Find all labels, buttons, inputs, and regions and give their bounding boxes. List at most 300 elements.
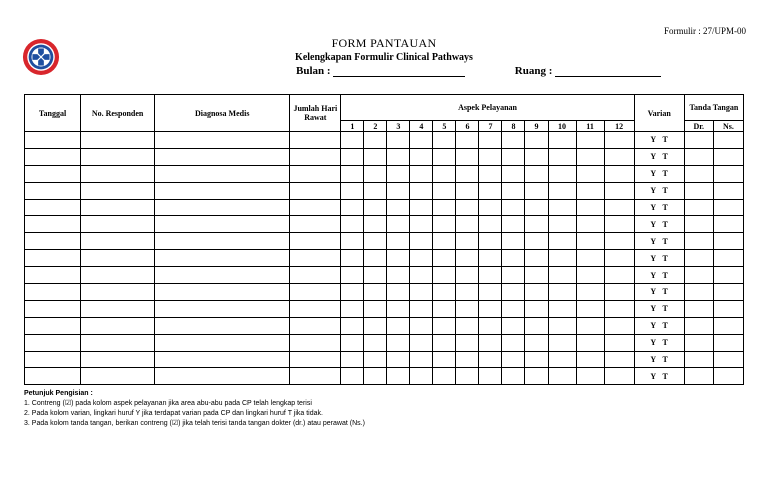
- table-cell[interactable]: [155, 351, 290, 368]
- varian-cell[interactable]: [634, 182, 684, 199]
- varian-cell[interactable]: [634, 300, 684, 317]
- table-cell[interactable]: [548, 334, 576, 351]
- varian-y[interactable]: Y: [650, 371, 657, 381]
- table-cell[interactable]: [713, 351, 743, 368]
- table-cell[interactable]: [525, 165, 548, 182]
- table-cell[interactable]: [548, 267, 576, 284]
- table-cell[interactable]: [548, 132, 576, 149]
- table-cell[interactable]: [456, 233, 479, 250]
- table-cell[interactable]: [25, 284, 81, 301]
- table-cell[interactable]: [387, 165, 410, 182]
- varian-t[interactable]: T: [662, 321, 668, 331]
- table-cell[interactable]: [479, 334, 502, 351]
- table-cell[interactable]: [525, 182, 548, 199]
- table-cell[interactable]: [479, 284, 502, 301]
- table-cell[interactable]: [548, 199, 576, 216]
- table-cell[interactable]: [410, 334, 433, 351]
- varian-y[interactable]: Y: [650, 219, 657, 229]
- table-cell[interactable]: [290, 334, 341, 351]
- table-cell[interactable]: [155, 284, 290, 301]
- table-cell[interactable]: [25, 351, 81, 368]
- table-cell[interactable]: [410, 351, 433, 368]
- varian-cell[interactable]: [634, 233, 684, 250]
- table-cell[interactable]: [290, 351, 341, 368]
- table-cell[interactable]: [410, 132, 433, 149]
- varian-y[interactable]: Y: [650, 203, 657, 212]
- table-cell[interactable]: [456, 351, 479, 368]
- table-cell[interactable]: [410, 368, 433, 385]
- varian-y[interactable]: Y: [650, 236, 657, 246]
- table-cell[interactable]: [604, 148, 634, 165]
- table-cell[interactable]: [290, 368, 341, 385]
- varian-cell[interactable]: [634, 351, 684, 368]
- table-cell[interactable]: [387, 233, 410, 250]
- table-cell[interactable]: [525, 216, 548, 233]
- table-cell[interactable]: [364, 300, 387, 317]
- table-cell[interactable]: [604, 165, 634, 182]
- table-cell[interactable]: [576, 368, 604, 385]
- varian-t[interactable]: T: [662, 371, 668, 381]
- varian-cell[interactable]: [634, 132, 684, 149]
- table-cell[interactable]: [456, 132, 479, 149]
- table-cell[interactable]: [456, 148, 479, 165]
- table-cell[interactable]: [155, 216, 290, 233]
- varian-t[interactable]: T: [662, 270, 668, 280]
- table-cell[interactable]: [479, 300, 502, 317]
- table-cell[interactable]: [684, 300, 713, 317]
- varian-t[interactable]: T: [662, 169, 668, 179]
- table-cell[interactable]: [713, 250, 743, 267]
- table-cell[interactable]: [387, 284, 410, 301]
- table-cell[interactable]: [81, 334, 155, 351]
- table-cell[interactable]: [25, 216, 81, 233]
- table-cell[interactable]: [387, 199, 410, 216]
- table-cell[interactable]: [502, 250, 525, 267]
- table-cell[interactable]: [290, 250, 341, 267]
- table-cell[interactable]: [290, 148, 341, 165]
- table-cell[interactable]: [548, 368, 576, 385]
- table-cell[interactable]: [576, 267, 604, 284]
- table-cell[interactable]: [576, 132, 604, 149]
- table-cell[interactable]: [604, 216, 634, 233]
- table-cell[interactable]: [604, 284, 634, 301]
- table-cell[interactable]: [387, 216, 410, 233]
- table-cell[interactable]: [341, 165, 364, 182]
- table-cell[interactable]: [684, 250, 713, 267]
- table-cell[interactable]: [604, 267, 634, 284]
- table-cell[interactable]: [713, 317, 743, 334]
- table-cell[interactable]: [576, 233, 604, 250]
- table-cell[interactable]: [684, 132, 713, 149]
- varian-cell[interactable]: [634, 368, 684, 385]
- table-cell[interactable]: [155, 148, 290, 165]
- varian-t[interactable]: T: [662, 219, 668, 229]
- table-cell[interactable]: [25, 250, 81, 267]
- table-cell[interactable]: [713, 300, 743, 317]
- table-cell[interactable]: [604, 300, 634, 317]
- table-cell[interactable]: [155, 233, 290, 250]
- table-cell[interactable]: [25, 132, 81, 149]
- table-cell[interactable]: [713, 199, 743, 216]
- table-cell[interactable]: [684, 199, 713, 216]
- table-cell[interactable]: [502, 300, 525, 317]
- varian-t[interactable]: T: [662, 338, 668, 348]
- table-cell[interactable]: [456, 334, 479, 351]
- table-cell[interactable]: [525, 250, 548, 267]
- table-cell[interactable]: [155, 317, 290, 334]
- table-cell[interactable]: [684, 233, 713, 250]
- table-cell[interactable]: [387, 351, 410, 368]
- table-cell[interactable]: [25, 317, 81, 334]
- varian-y[interactable]: Y: [650, 270, 657, 280]
- table-cell[interactable]: [341, 317, 364, 334]
- table-cell[interactable]: [410, 300, 433, 317]
- table-cell[interactable]: [713, 165, 743, 182]
- table-cell[interactable]: [364, 351, 387, 368]
- table-cell[interactable]: [364, 132, 387, 149]
- table-cell[interactable]: [604, 317, 634, 334]
- varian-t[interactable]: T: [662, 186, 668, 196]
- table-cell[interactable]: [155, 165, 290, 182]
- varian-cell[interactable]: [634, 334, 684, 351]
- varian-y[interactable]: Y: [650, 304, 657, 314]
- table-cell[interactable]: [456, 165, 479, 182]
- varian-y[interactable]: Y: [650, 152, 657, 162]
- table-cell[interactable]: [576, 317, 604, 334]
- varian-cell[interactable]: [634, 267, 684, 284]
- table-cell[interactable]: [364, 250, 387, 267]
- table-cell[interactable]: [290, 216, 341, 233]
- table-cell[interactable]: [479, 368, 502, 385]
- table-cell[interactable]: [81, 267, 155, 284]
- table-cell[interactable]: [684, 351, 713, 368]
- table-cell[interactable]: [548, 216, 576, 233]
- table-cell[interactable]: [502, 199, 525, 216]
- varian-t[interactable]: T: [662, 152, 668, 162]
- varian-y[interactable]: Y: [650, 186, 657, 196]
- table-cell[interactable]: [684, 284, 713, 301]
- table-cell[interactable]: [713, 233, 743, 250]
- table-cell[interactable]: [25, 182, 81, 199]
- table-cell[interactable]: [456, 284, 479, 301]
- table-cell[interactable]: [548, 317, 576, 334]
- table-cell[interactable]: [433, 267, 456, 284]
- table-cell[interactable]: [290, 284, 341, 301]
- table-cell[interactable]: [341, 199, 364, 216]
- table-cell[interactable]: [155, 132, 290, 149]
- table-cell[interactable]: [364, 317, 387, 334]
- table-cell[interactable]: [410, 233, 433, 250]
- table-cell[interactable]: [433, 368, 456, 385]
- table-cell[interactable]: [576, 216, 604, 233]
- table-cell[interactable]: [525, 148, 548, 165]
- table-cell[interactable]: [502, 317, 525, 334]
- table-cell[interactable]: [290, 233, 341, 250]
- table-cell[interactable]: [502, 148, 525, 165]
- table-cell[interactable]: [25, 334, 81, 351]
- table-cell[interactable]: [341, 300, 364, 317]
- table-cell[interactable]: [479, 267, 502, 284]
- table-cell[interactable]: [684, 148, 713, 165]
- table-cell[interactable]: [479, 182, 502, 199]
- varian-cell[interactable]: [634, 199, 684, 216]
- table-cell[interactable]: [525, 368, 548, 385]
- varian-t[interactable]: T: [662, 253, 668, 263]
- table-cell[interactable]: [525, 300, 548, 317]
- table-cell[interactable]: [290, 300, 341, 317]
- table-cell[interactable]: [155, 267, 290, 284]
- table-cell[interactable]: [502, 182, 525, 199]
- table-cell[interactable]: [548, 250, 576, 267]
- table-cell[interactable]: [25, 148, 81, 165]
- table-cell[interactable]: [364, 334, 387, 351]
- varian-y[interactable]: Y: [650, 253, 657, 263]
- table-cell[interactable]: [25, 368, 81, 385]
- table-cell[interactable]: [410, 317, 433, 334]
- table-cell[interactable]: [410, 267, 433, 284]
- varian-y[interactable]: Y: [650, 338, 657, 348]
- table-cell[interactable]: [502, 233, 525, 250]
- table-cell[interactable]: [576, 284, 604, 301]
- table-cell[interactable]: [576, 351, 604, 368]
- table-cell[interactable]: [548, 351, 576, 368]
- table-cell[interactable]: [341, 267, 364, 284]
- table-cell[interactable]: [502, 284, 525, 301]
- table-cell[interactable]: [604, 199, 634, 216]
- table-cell[interactable]: [433, 300, 456, 317]
- table-cell[interactable]: [364, 368, 387, 385]
- table-cell[interactable]: [604, 368, 634, 385]
- table-cell[interactable]: [387, 334, 410, 351]
- table-cell[interactable]: [387, 132, 410, 149]
- table-cell[interactable]: [387, 317, 410, 334]
- table-cell[interactable]: [433, 199, 456, 216]
- table-cell[interactable]: [341, 351, 364, 368]
- table-cell[interactable]: [576, 300, 604, 317]
- table-cell[interactable]: [433, 165, 456, 182]
- table-cell[interactable]: [456, 368, 479, 385]
- table-cell[interactable]: [290, 182, 341, 199]
- table-cell[interactable]: [502, 165, 525, 182]
- table-cell[interactable]: [364, 182, 387, 199]
- table-cell[interactable]: [502, 132, 525, 149]
- ruang-field[interactable]: [555, 64, 661, 77]
- table-cell[interactable]: [604, 334, 634, 351]
- table-cell[interactable]: [684, 182, 713, 199]
- table-cell[interactable]: [479, 148, 502, 165]
- table-cell[interactable]: [433, 250, 456, 267]
- table-cell[interactable]: [25, 199, 81, 216]
- table-cell[interactable]: [341, 216, 364, 233]
- table-cell[interactable]: [604, 250, 634, 267]
- table-cell[interactable]: [364, 233, 387, 250]
- table-cell[interactable]: [525, 267, 548, 284]
- table-cell[interactable]: [713, 148, 743, 165]
- table-cell[interactable]: [433, 132, 456, 149]
- varian-t[interactable]: T: [662, 203, 668, 212]
- bulan-field[interactable]: [333, 64, 465, 77]
- table-cell[interactable]: [81, 317, 155, 334]
- table-cell[interactable]: [479, 165, 502, 182]
- table-cell[interactable]: [525, 284, 548, 301]
- table-cell[interactable]: [290, 165, 341, 182]
- table-cell[interactable]: [684, 368, 713, 385]
- table-cell[interactable]: [576, 250, 604, 267]
- varian-cell[interactable]: [634, 165, 684, 182]
- varian-cell[interactable]: [634, 317, 684, 334]
- table-cell[interactable]: [713, 267, 743, 284]
- varian-t[interactable]: T: [662, 304, 668, 314]
- table-cell[interactable]: [548, 165, 576, 182]
- table-cell[interactable]: [81, 250, 155, 267]
- table-cell[interactable]: [479, 250, 502, 267]
- table-cell[interactable]: [502, 216, 525, 233]
- table-cell[interactable]: [684, 165, 713, 182]
- table-cell[interactable]: [684, 317, 713, 334]
- varian-t[interactable]: T: [662, 135, 668, 145]
- table-cell[interactable]: [341, 368, 364, 385]
- table-cell[interactable]: [433, 233, 456, 250]
- table-cell[interactable]: [576, 148, 604, 165]
- table-cell[interactable]: [433, 148, 456, 165]
- table-cell[interactable]: [525, 132, 548, 149]
- table-cell[interactable]: [479, 132, 502, 149]
- table-cell[interactable]: [456, 199, 479, 216]
- table-cell[interactable]: [604, 351, 634, 368]
- table-cell[interactable]: [713, 284, 743, 301]
- table-cell[interactable]: [387, 250, 410, 267]
- varian-y[interactable]: Y: [650, 169, 657, 179]
- varian-cell[interactable]: [634, 250, 684, 267]
- table-cell[interactable]: [502, 368, 525, 385]
- table-cell[interactable]: [387, 267, 410, 284]
- table-cell[interactable]: [81, 182, 155, 199]
- table-cell[interactable]: [456, 317, 479, 334]
- varian-cell[interactable]: [634, 284, 684, 301]
- table-cell[interactable]: [684, 216, 713, 233]
- table-cell[interactable]: [155, 182, 290, 199]
- varian-cell[interactable]: [634, 148, 684, 165]
- varian-t[interactable]: T: [662, 236, 668, 246]
- table-cell[interactable]: [604, 233, 634, 250]
- table-cell[interactable]: [387, 368, 410, 385]
- table-cell[interactable]: [525, 233, 548, 250]
- table-cell[interactable]: [525, 317, 548, 334]
- table-cell[interactable]: [713, 334, 743, 351]
- table-cell[interactable]: [479, 199, 502, 216]
- table-cell[interactable]: [364, 216, 387, 233]
- varian-y[interactable]: Y: [650, 355, 657, 365]
- table-cell[interactable]: [713, 368, 743, 385]
- table-cell[interactable]: [525, 351, 548, 368]
- table-cell[interactable]: [341, 334, 364, 351]
- varian-y[interactable]: Y: [650, 135, 657, 145]
- table-cell[interactable]: [81, 368, 155, 385]
- table-cell[interactable]: [81, 284, 155, 301]
- table-cell[interactable]: [548, 300, 576, 317]
- table-cell[interactable]: [81, 132, 155, 149]
- table-cell[interactable]: [525, 199, 548, 216]
- table-cell[interactable]: [81, 216, 155, 233]
- table-cell[interactable]: [341, 284, 364, 301]
- table-cell[interactable]: [25, 267, 81, 284]
- table-cell[interactable]: [604, 182, 634, 199]
- table-cell[interactable]: [341, 182, 364, 199]
- table-cell[interactable]: [25, 233, 81, 250]
- table-cell[interactable]: [410, 182, 433, 199]
- table-cell[interactable]: [81, 148, 155, 165]
- table-cell[interactable]: [81, 199, 155, 216]
- table-cell[interactable]: [25, 300, 81, 317]
- table-cell[interactable]: [479, 351, 502, 368]
- varian-y[interactable]: Y: [650, 321, 657, 331]
- table-cell[interactable]: [433, 216, 456, 233]
- table-cell[interactable]: [433, 334, 456, 351]
- table-cell[interactable]: [548, 182, 576, 199]
- table-cell[interactable]: [155, 368, 290, 385]
- table-cell[interactable]: [387, 148, 410, 165]
- table-cell[interactable]: [25, 165, 81, 182]
- varian-t[interactable]: T: [662, 287, 668, 297]
- table-cell[interactable]: [502, 334, 525, 351]
- table-cell[interactable]: [713, 132, 743, 149]
- table-cell[interactable]: [155, 300, 290, 317]
- table-cell[interactable]: [290, 317, 341, 334]
- table-cell[interactable]: [456, 267, 479, 284]
- varian-cell[interactable]: [634, 216, 684, 233]
- table-cell[interactable]: [479, 233, 502, 250]
- table-cell[interactable]: [456, 216, 479, 233]
- table-cell[interactable]: [155, 199, 290, 216]
- table-cell[interactable]: [410, 216, 433, 233]
- table-cell[interactable]: [81, 233, 155, 250]
- table-cell[interactable]: [576, 182, 604, 199]
- table-cell[interactable]: [341, 132, 364, 149]
- table-cell[interactable]: [341, 148, 364, 165]
- table-cell[interactable]: [548, 148, 576, 165]
- table-cell[interactable]: [387, 182, 410, 199]
- table-cell[interactable]: [410, 199, 433, 216]
- table-cell[interactable]: [576, 334, 604, 351]
- table-cell[interactable]: [456, 300, 479, 317]
- table-cell[interactable]: [410, 250, 433, 267]
- table-cell[interactable]: [456, 182, 479, 199]
- table-cell[interactable]: [502, 351, 525, 368]
- table-cell[interactable]: [290, 267, 341, 284]
- table-cell[interactable]: [684, 267, 713, 284]
- table-cell[interactable]: [410, 165, 433, 182]
- table-cell[interactable]: [410, 148, 433, 165]
- table-cell[interactable]: [387, 300, 410, 317]
- table-cell[interactable]: [548, 233, 576, 250]
- table-cell[interactable]: [433, 317, 456, 334]
- table-cell[interactable]: [290, 132, 341, 149]
- table-cell[interactable]: [433, 351, 456, 368]
- table-cell[interactable]: [81, 351, 155, 368]
- table-cell[interactable]: [81, 300, 155, 317]
- table-cell[interactable]: [456, 250, 479, 267]
- varian-y[interactable]: Y: [650, 287, 657, 297]
- table-cell[interactable]: [364, 148, 387, 165]
- table-cell[interactable]: [713, 216, 743, 233]
- table-cell[interactable]: [525, 334, 548, 351]
- table-cell[interactable]: [713, 182, 743, 199]
- table-cell[interactable]: [364, 199, 387, 216]
- table-cell[interactable]: [433, 284, 456, 301]
- table-cell[interactable]: [341, 250, 364, 267]
- table-cell[interactable]: [155, 334, 290, 351]
- table-cell[interactable]: [155, 250, 290, 267]
